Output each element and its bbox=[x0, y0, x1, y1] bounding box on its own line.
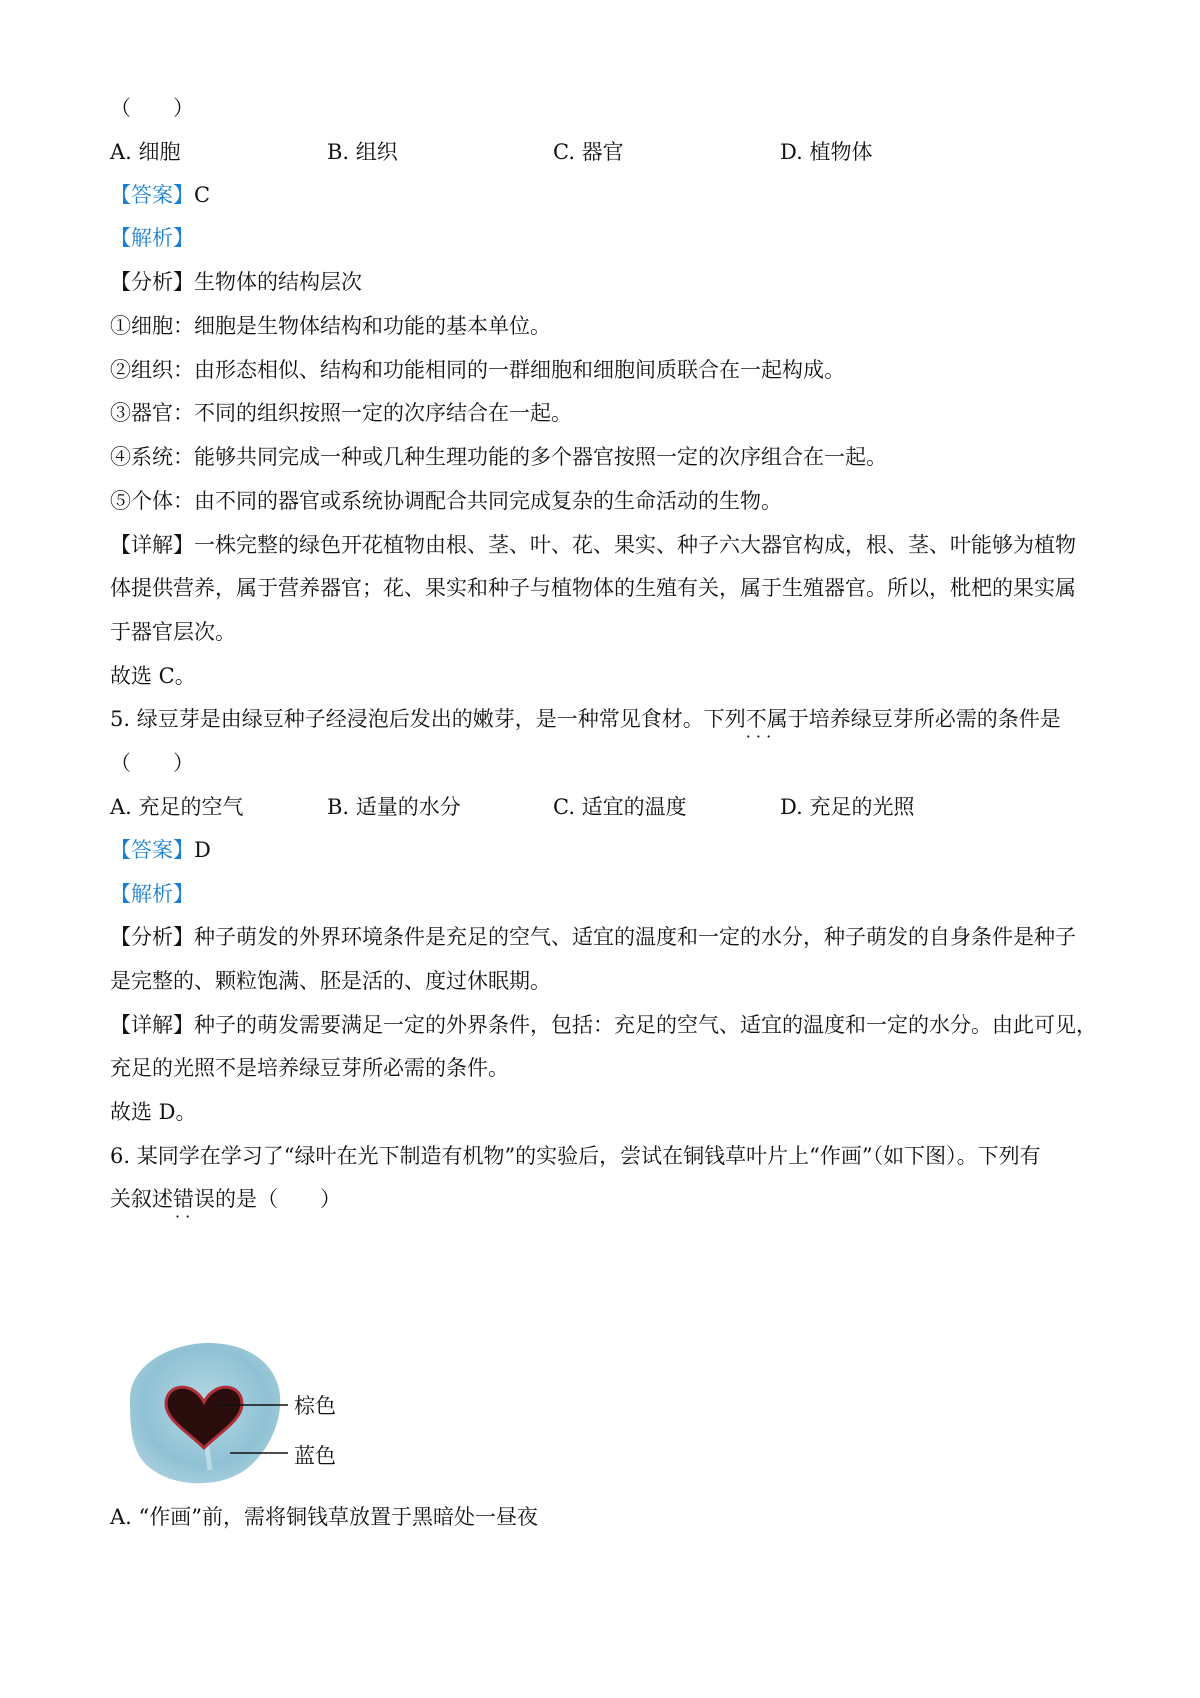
answer-tag: 【答案】 bbox=[110, 838, 194, 862]
q4-fenxi: 【分析】生物体的结构层次 bbox=[110, 270, 362, 294]
q4-answer bbox=[110, 185, 210, 206]
answer-value: C bbox=[194, 183, 211, 207]
q5-fenxi-line-1: 【分析】种子萌发的外界环境条件是充足的空气、适宜的温度和一定的水分，种子萌发的自身条件是种子 bbox=[110, 925, 1076, 949]
q5-detail-line-1: 【详解】种子的萌发需要满足一定的外界条件，包括：充足的空气、适宜的温度和一定的水分。由此可见， bbox=[110, 1013, 1097, 1037]
q5-answer bbox=[110, 840, 211, 861]
q4-paren: （ ） bbox=[110, 96, 194, 120]
label-blue: 蓝色 bbox=[294, 1444, 336, 1468]
q5-option-a[interactable]: A. 充足的空气 bbox=[110, 795, 244, 819]
q4-point-1: ①细胞：细胞是生物体结构和功能的基本单位。 bbox=[110, 314, 551, 338]
q5-stem bbox=[110, 709, 1061, 730]
leaf-drawing bbox=[110, 1340, 430, 1490]
q6-stem-pre: 关叙述 bbox=[110, 1187, 173, 1211]
q4-detail-line-1: 【详解】一株完整的绿色开花植物由根、茎、叶、花、果实、种子六大器官构成，根、茎、叶能够为植物 bbox=[110, 533, 1076, 557]
q5-fenxi-line-2: 是完整的、颗粒饱满、胚是活的、度过休眠期。 bbox=[110, 969, 551, 993]
leaf-figure bbox=[110, 1340, 430, 1490]
q5-stem-post: 培养绿豆芽所必需的条件是 bbox=[808, 707, 1061, 731]
q4-option-d[interactable]: D. 植物体 bbox=[780, 140, 873, 164]
q4-point-4: ④系统：能够共同完成一种或几种生理功能的多个器官按照一定的次序组合在一起。 bbox=[110, 445, 887, 469]
q4-point-5: ⑤个体：由不同的器官或系统协调配合共同完成复杂的生命活动的生物。 bbox=[110, 489, 782, 513]
q6-stem-line-2 bbox=[110, 1189, 341, 1210]
q5-stem-pre: 5. 绿豆芽是由绿豆种子经浸泡后发出的嫩芽，是一种常见食材。下列 bbox=[110, 707, 746, 731]
q4-point-2: ②组织：由形态相似、结构和功能相同的一群细胞和细胞间质联合在一起构成。 bbox=[110, 358, 845, 382]
q5-analysis-tag: 【解析】 bbox=[110, 882, 194, 906]
q5-detail-line-2: 充足的光照不是培养绿豆芽所必需的条件。 bbox=[110, 1056, 509, 1080]
answer-value: D bbox=[194, 838, 211, 862]
q6-stem-line-1: 6. 某同学在学习了“绿叶在光下制造有机物”的实验后，尝试在铜钱草叶片上“作画”（如下图）。下列有 bbox=[110, 1144, 1041, 1168]
q5-conclusion: 故选 D。 bbox=[110, 1100, 197, 1124]
q6-stem-emphasis: 错误 · · bbox=[173, 1187, 215, 1211]
q4-detail-line-2: 体提供营养，属于营养器官；花、果实和种子与植物体的生殖有关，属于生殖器官。所以，枇杷的果实属 bbox=[110, 576, 1076, 600]
q5-option-c[interactable]: C. 适宜的温度 bbox=[553, 795, 687, 819]
q4-conclusion: 故选 C。 bbox=[110, 664, 196, 688]
q4-analysis-tag: 【解析】 bbox=[110, 226, 194, 250]
label-brown: 棕色 bbox=[294, 1394, 336, 1418]
q4-option-c[interactable]: C. 器官 bbox=[553, 140, 624, 164]
q4-point-3: ③器官：不同的组织按照一定的次序结合在一起。 bbox=[110, 401, 572, 425]
answer-tag: 【答案】 bbox=[110, 183, 194, 207]
q4-detail-line-3: 于器官层次。 bbox=[110, 620, 236, 644]
q6-stem-post: 的是（ ） bbox=[215, 1187, 341, 1211]
q4-option-b[interactable]: B. 组织 bbox=[327, 140, 398, 164]
q6-option-a[interactable]: A. “作画”前，需将铜钱草放置于黑暗处一昼夜 bbox=[110, 1505, 538, 1529]
q5-option-d[interactable]: D. 充足的光照 bbox=[780, 795, 915, 819]
q5-stem-emphasis: 不属于 · · · bbox=[746, 707, 809, 731]
q5-option-b[interactable]: B. 适量的水分 bbox=[327, 795, 461, 819]
q5-paren: （ ） bbox=[110, 751, 194, 775]
q4-option-a[interactable]: A. 细胞 bbox=[110, 140, 181, 164]
